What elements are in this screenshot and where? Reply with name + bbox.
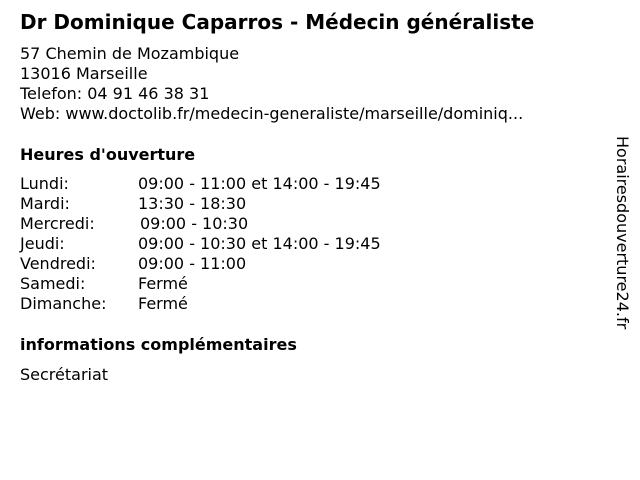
hours-row-saturday [20,274,440,294]
phone-number: Telefon: 04 91 46 38 31 [20,84,210,103]
hours-row-wednesday [20,214,440,234]
opening-hours-heading: Heures d'ouverture [20,145,196,164]
hours-row-thursday [20,234,440,254]
city-address: 13016 Marseille [20,64,148,83]
page-title: Dr Dominique Caparros - Médecin généraliste [20,10,535,34]
day-label: Jeudi: [20,234,65,253]
additional-info-heading: informations complémentaires [20,335,297,354]
hours-row-friday [20,254,440,274]
additional-info-text: Secrétariat [20,365,109,384]
website-link[interactable]: Web: www.doctolib.fr/medecin-generaliste/marseille/dominiq... [20,104,524,123]
street-address: 57 Chemin de Mozambique [20,44,240,63]
day-label: Samedi: [20,274,86,293]
time-value: 09:00 - 10:30 et 14:00 - 19:45 [138,234,381,253]
hours-row-tuesday [20,194,440,214]
hours-row-sunday [20,294,440,314]
day-label: Mardi: [20,194,70,213]
day-label: Dimanche: [20,294,107,313]
day-label: Mercredi: [20,214,95,233]
time-value: Fermé [138,274,188,293]
time-value: 09:00 - 11:00 [138,254,247,273]
contact-block [20,44,523,124]
time-value: 09:00 - 10:30 [140,214,249,233]
time-value: 13:30 - 18:30 [138,194,247,213]
time-value: 09:00 - 11:00 et 14:00 - 19:45 [138,174,381,193]
day-label: Vendredi: [20,254,96,273]
hours-row-monday [20,174,440,194]
day-label: Lundi: [20,174,69,193]
time-value: Fermé [138,294,188,313]
site-brand-vertical: Horairesdouverture24.fr [613,136,632,330]
opening-hours-table [20,174,440,314]
